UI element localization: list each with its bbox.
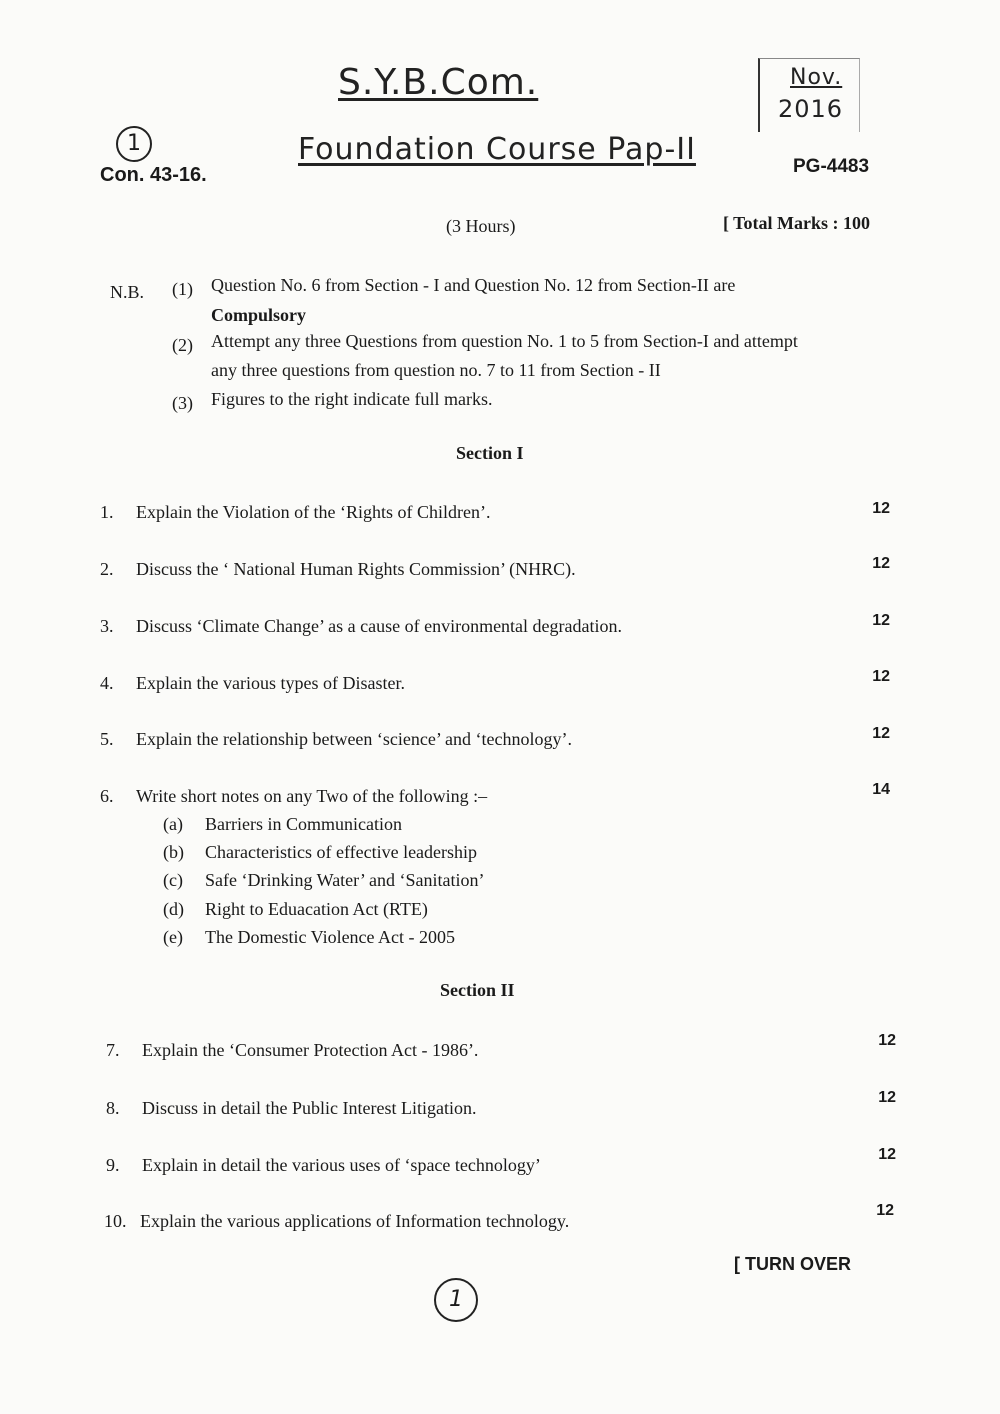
nb-item-1-line2: Compulsory	[211, 305, 307, 325]
question-number: 8.	[106, 1098, 120, 1118]
section-1-title: Section I	[456, 443, 524, 463]
list-item-text: Characteristics of effective leadership	[205, 842, 478, 862]
question-number: 3.	[100, 616, 114, 636]
circled-number-text: 1	[127, 131, 141, 156]
question-text: Explain in detail the various uses of ‘space technology’	[142, 1155, 541, 1175]
subject-title: Foundation Course Pap-II	[298, 132, 696, 167]
question-marks: 12	[878, 1146, 896, 1163]
question-text: Discuss in detail the Public Interest Litigation.	[142, 1098, 477, 1118]
list-item-letter: (b)	[163, 842, 184, 862]
circled-page-number-top	[116, 126, 152, 162]
question-text: Discuss the ‘ National Human Rights Commission’ (NHRC).	[136, 559, 576, 579]
question-number: 4.	[100, 673, 114, 693]
question-number: 1.	[100, 502, 114, 522]
turn-over: [ TURN OVER	[734, 1254, 851, 1274]
nb-item-2-num: (2)	[172, 335, 193, 355]
question-text: Write short notes on any Two of the following :–	[136, 786, 488, 806]
question-marks: 12	[872, 725, 890, 742]
nb-item-1-line1: Question No. 6 from Section - I and Question No. 12 from Section-II are	[211, 275, 736, 295]
list-item-text: Barriers in Communication	[205, 814, 402, 834]
duration: (3 Hours)	[446, 216, 516, 236]
list-item-letter: (a)	[163, 814, 183, 834]
nb-item-3-num: (3)	[172, 393, 193, 413]
question-text: Explain the ‘Consumer Protection Act - 1986’.	[142, 1040, 479, 1060]
question-number: 5.	[100, 729, 114, 749]
list-item-text: Safe ‘Drinking Water’ and ‘Sanitation’	[205, 870, 485, 890]
question-marks: 12	[878, 1032, 896, 1049]
question-marks: 12	[872, 500, 890, 517]
date-year: 2016	[778, 95, 844, 123]
nb-item-2-line2: any three questions from question no. 7 to 11 from Section - II	[211, 360, 661, 380]
con-code: Con. 43-16.	[100, 164, 207, 186]
question-marks: 12	[876, 1202, 894, 1219]
question-text: Explain the relationship between ‘science’ and ‘technology’.	[136, 729, 572, 749]
question-text: Discuss ‘Climate Change’ as a cause of environmental degradation.	[136, 616, 623, 636]
list-item-text: The Domestic Violence Act - 2005	[205, 927, 456, 947]
nb-label: N.B.	[110, 282, 145, 302]
list-item-letter: (e)	[163, 927, 183, 947]
question-marks: 12	[878, 1089, 896, 1106]
question-marks: 12	[872, 668, 890, 685]
nb-item-1-num: (1)	[172, 279, 193, 299]
nb-item-3-line1: Figures to the right indicate full marks.	[211, 389, 493, 409]
date-box	[758, 58, 860, 132]
question-number: 6.	[100, 786, 114, 806]
date-month: Nov.	[790, 65, 843, 90]
question-marks: 12	[872, 612, 890, 629]
question-number: 9.	[106, 1155, 120, 1175]
question-text: Explain the various applications of Information technology.	[140, 1211, 570, 1231]
class-title: S.Y.B.Com.	[338, 62, 539, 103]
list-item-letter: (d)	[163, 899, 184, 919]
question-text: Explain the Violation of the ‘Rights of Children’.	[136, 502, 491, 522]
paper-code: PG-4483	[793, 156, 870, 177]
list-item-letter: (c)	[163, 870, 183, 890]
nb-item-2-line1: Attempt any three Questions from question No. 1 to 5 from Section-I and attempt	[211, 331, 798, 351]
question-number: 10.	[104, 1211, 127, 1231]
list-item-text: Right to Eduacation Act (RTE)	[205, 899, 428, 919]
circled-number-text: 1	[449, 1287, 463, 1312]
question-marks: 12	[872, 555, 890, 572]
question-number: 2.	[100, 559, 114, 579]
total-marks: [ Total Marks : 100	[723, 213, 871, 233]
circled-page-number-bottom	[434, 1278, 478, 1322]
question-marks: 14	[872, 781, 890, 798]
section-2-title: Section II	[440, 980, 515, 1000]
question-number: 7.	[106, 1040, 120, 1060]
question-text: Explain the various types of Disaster.	[136, 673, 405, 693]
